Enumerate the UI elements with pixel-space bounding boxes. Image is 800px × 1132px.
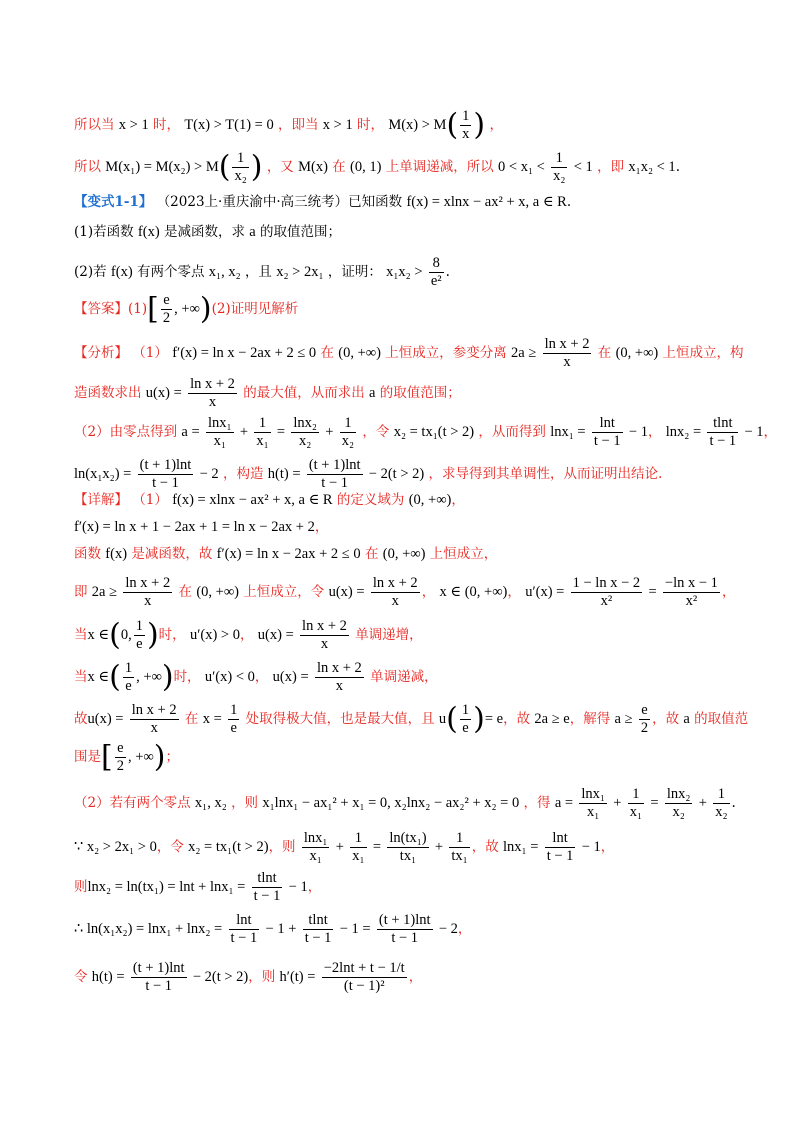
math: T(x) > T(1) = 0 bbox=[184, 117, 274, 133]
math: f′(x) = ln x − 2ax + 2 ≤ 0 bbox=[172, 345, 317, 361]
fraction: $\frac{\text{lnx₂}}{\text{x₂}}$ bbox=[293, 415, 317, 449]
text: 单调递增， bbox=[355, 627, 423, 643]
math: h(t) = bbox=[91, 969, 125, 985]
analysis-tag: 【分析】 bbox=[74, 345, 128, 361]
text: 单调递减， bbox=[370, 669, 438, 685]
math: + bbox=[335, 839, 344, 855]
fraction: $\frac{\text{lnx₁}}{\text{x₁}}$ bbox=[581, 786, 605, 820]
fraction: $\frac{\text{−ln x − 1}}{\text{x²}}$ bbox=[664, 575, 718, 609]
text: ， bbox=[254, 669, 269, 685]
math: (0, +∞) bbox=[615, 345, 659, 361]
fraction: $\frac{\text{ln x + 2}}{x}$ bbox=[372, 575, 418, 609]
fraction: $\frac{\text{lnx₁}}{\text{x₁}}$ bbox=[303, 830, 328, 864]
text: ，故 bbox=[471, 839, 499, 855]
fraction: $\frac{1}{\text{x₁}}$ bbox=[256, 415, 269, 449]
math: lnx₂ = bbox=[665, 424, 702, 440]
text: ， bbox=[600, 839, 615, 855]
fraction: $\frac{1}{e}$ bbox=[230, 702, 238, 736]
fraction: $\frac{1}{e}$ bbox=[461, 702, 470, 736]
math: x₁, x₂ bbox=[208, 264, 241, 280]
math: lnx₁ = bbox=[503, 839, 539, 855]
math: u bbox=[438, 711, 447, 727]
text: ， bbox=[647, 424, 662, 440]
text: 是减函数，故 bbox=[131, 546, 213, 562]
text: 当 bbox=[74, 669, 88, 685]
math: − 1 bbox=[744, 424, 764, 440]
math: a = bbox=[554, 795, 574, 811]
text-line-18: 围是[ $\frac{e}{2}$ , +∞)； bbox=[74, 739, 179, 775]
text-line-7 bbox=[74, 336, 760, 371]
text-line-12 bbox=[74, 517, 760, 537]
text: ， bbox=[408, 969, 423, 985]
text: 函数 bbox=[74, 546, 101, 562]
text: 则 bbox=[74, 879, 88, 895]
text: 的取值范 bbox=[694, 711, 749, 727]
text: ， bbox=[721, 584, 736, 600]
math: + bbox=[434, 839, 444, 855]
math: f(x) = xlnx − ax² + x, a ∈ R bbox=[406, 194, 567, 210]
text: 故 bbox=[74, 711, 88, 727]
text: (2)若 bbox=[74, 264, 107, 280]
fraction: $\frac{\text{ln x + 2}}{x}$ bbox=[302, 618, 347, 652]
fraction: $\frac{1}{\text{x₁}}$ bbox=[629, 786, 643, 820]
text: （1） bbox=[132, 345, 168, 361]
text: ，即 bbox=[597, 159, 625, 175]
text: 上恒成立，构 bbox=[662, 345, 744, 361]
text: ，故 bbox=[503, 711, 531, 727]
fraction: $\frac{\text{ln x + 2}}{x}$ bbox=[125, 575, 171, 609]
math: − 1 bbox=[628, 424, 648, 440]
text: （2023上·重庆渝中·高三统考）已知函数 bbox=[156, 194, 403, 210]
text: （2）由零点得到 bbox=[74, 424, 178, 440]
text: 处取得极大值，也是最大值，且 bbox=[245, 711, 435, 727]
math: = bbox=[276, 424, 286, 440]
text-line-8 bbox=[74, 376, 760, 411]
math: f(x) bbox=[137, 224, 160, 240]
text: ； bbox=[165, 749, 179, 765]
math: a ≥ bbox=[614, 711, 633, 727]
math: + bbox=[239, 424, 249, 440]
math: u(x) = bbox=[272, 669, 309, 685]
math: 0 < x₁ < bbox=[498, 159, 545, 175]
text-line-14 bbox=[74, 575, 760, 610]
math: u(x) = bbox=[328, 584, 365, 600]
text: ，则 bbox=[231, 795, 259, 811]
variant-tag: 【变式1-1】 bbox=[74, 194, 153, 210]
fraction: $\frac{\text{ln(tx₁)}}{\text{tx₁}}$ bbox=[389, 830, 427, 864]
text: 上恒成立，参变分离 bbox=[385, 345, 507, 361]
math: − 1 bbox=[288, 879, 308, 895]
math: + bbox=[325, 424, 334, 440]
fraction: $\frac{1}{e}$ bbox=[135, 618, 143, 652]
fraction: $\frac{\text{lnx₁}}{\text{x₁}}$ bbox=[207, 415, 232, 449]
fraction: $\frac{\text{ln x + 2}}{x}$ bbox=[190, 376, 235, 410]
text-line-16: 当x ∈( $\frac{1}{e}$ , +∞)时， u′(x) < 0， u(x) = $\frac{\text{ln x + 2}}{x}$ 单调递减， bbox=[74, 659, 438, 695]
math: − 1 + bbox=[265, 921, 297, 937]
math: x ∈ bbox=[87, 627, 110, 643]
math: 2a ≥ bbox=[91, 584, 118, 600]
text: ， bbox=[314, 519, 329, 535]
math: − 2(t > 2) bbox=[368, 466, 425, 482]
math: u(x) = bbox=[145, 385, 182, 401]
fraction: $\frac{1}{\text{x₁}}$ bbox=[352, 830, 365, 864]
math: lnx₂ = ln(tx₁) = lnt + lnx₁ = bbox=[87, 879, 246, 895]
text: 时， bbox=[158, 627, 186, 643]
fraction: $\frac{\ln t}{t - 1}$ bbox=[593, 415, 621, 449]
math: a bbox=[683, 711, 690, 727]
text-line-3 bbox=[74, 192, 760, 212]
fraction: $\frac{(t + 1)\ln t}{t - 1}$ bbox=[378, 912, 431, 946]
text-line-23 bbox=[74, 960, 760, 995]
text-line-10 bbox=[74, 457, 760, 492]
text: (1)若函数 bbox=[74, 224, 134, 240]
math: x₁x₂ < 1 bbox=[628, 159, 676, 175]
text: (1) bbox=[128, 301, 148, 317]
math: (0, +∞) bbox=[382, 546, 426, 562]
text: . bbox=[566, 194, 572, 210]
text: 所以当 bbox=[74, 117, 115, 133]
math: (0, +∞) bbox=[196, 584, 239, 600]
text-line-5 bbox=[74, 255, 760, 290]
text: 的最大值，从而求出 bbox=[243, 385, 365, 401]
text-line-4 bbox=[74, 222, 760, 242]
math: , +∞ bbox=[136, 669, 162, 685]
math: = e bbox=[484, 711, 504, 727]
text-line-20 bbox=[74, 830, 760, 865]
math: a = bbox=[181, 424, 200, 440]
math: x₂ = tx₁(t > 2) bbox=[393, 424, 475, 440]
fraction: $\frac{-2\ln t + t - 1/t}{\text{(t − 1)²}}$ bbox=[323, 960, 405, 994]
math: ∵ x₂ > 2x₁ > 0 bbox=[74, 839, 157, 855]
text: 造函数求出 bbox=[74, 385, 142, 401]
text: . bbox=[445, 264, 450, 280]
text: ，故 bbox=[652, 711, 680, 727]
fraction: $\frac{\text{lnx₂}}{\text{x₂}}$ bbox=[666, 786, 691, 820]
text: ，且 bbox=[244, 264, 272, 280]
fraction: $\frac{\text{1 − ln x − 2}}{\text{x²}}$ bbox=[572, 575, 641, 609]
fraction: $\frac{tlnt}{t - 1}$ bbox=[304, 912, 332, 946]
text: 上单调递减，所以 bbox=[385, 159, 494, 175]
fraction: $\frac{1}{\text{x₂}}$ bbox=[715, 786, 728, 820]
text: ， bbox=[457, 921, 472, 937]
text: （1） bbox=[132, 492, 168, 508]
text-line-15: 当x ∈(0, $\frac{1}{e}$ )时， u′(x) > 0， u(x) = $\frac{\text{ln x + 2}}{x}$ 单调递增， bbox=[74, 617, 423, 653]
math: M(x) > M bbox=[388, 117, 447, 133]
math: − 2(t > 2) bbox=[192, 969, 249, 985]
math: M(x) bbox=[298, 159, 328, 175]
math: = bbox=[372, 839, 382, 855]
math: M(x₁) = M(x₂) > M bbox=[105, 159, 219, 175]
text: 在 bbox=[364, 546, 379, 562]
math: u′(x) > 0 bbox=[189, 627, 240, 643]
math: − 1 bbox=[581, 839, 601, 855]
math: f(x) bbox=[105, 546, 128, 562]
math: x₂ = tx₁(t > 2) bbox=[188, 839, 269, 855]
text: ，求导得到其单调性，从而证明出结论. bbox=[428, 466, 663, 482]
text: ，则 bbox=[248, 969, 276, 985]
text-line-19 bbox=[74, 786, 760, 821]
text: 围是 bbox=[74, 749, 101, 765]
math: ln(x₁x₂) = bbox=[74, 466, 132, 482]
math: x₁lnx₁ − ax₁² + x₁ = 0, x₂lnx₂ − ax₂² + x₂ = 0 bbox=[262, 795, 520, 811]
answer-tag: 【答案】 bbox=[74, 301, 128, 317]
text-line-21 bbox=[74, 870, 760, 905]
math: u′(x) = bbox=[525, 584, 565, 600]
text: ，又 bbox=[266, 159, 294, 175]
math: − 2 bbox=[199, 466, 219, 482]
text: （2）若有两个零点 bbox=[74, 795, 191, 811]
math: h′(t) = bbox=[279, 969, 316, 985]
fraction: $\frac{e}{2}$ bbox=[116, 740, 124, 774]
text: 时， bbox=[153, 117, 181, 133]
text: ， bbox=[421, 584, 436, 600]
fraction: $\frac{\text{ln x + 2}}{x}$ bbox=[544, 336, 590, 370]
math: < 1 bbox=[573, 159, 593, 175]
text: ， bbox=[451, 492, 465, 508]
text: 上恒成立， bbox=[429, 546, 498, 562]
text-line-1: 所以当 x > 1 时， T(x) > T(1) = 0 ，即当 x > 1 时， M(x) > M( $\frac{1}{x}$ ) ， bbox=[74, 107, 503, 143]
text: 所以 bbox=[74, 159, 101, 175]
text: 的取值范围； bbox=[260, 224, 341, 240]
text: ， bbox=[763, 424, 778, 440]
math: 0, bbox=[120, 627, 132, 643]
math: ∴ ln(x₁x₂) = lnx₁ + lnx₂ = bbox=[74, 921, 223, 937]
math: x = bbox=[202, 711, 222, 727]
math: + bbox=[698, 795, 707, 811]
text-line-22 bbox=[74, 912, 760, 947]
fraction: $\frac{tlnt}{t - 1}$ bbox=[253, 870, 281, 904]
text: ， bbox=[239, 627, 254, 643]
text: ，令 bbox=[362, 424, 390, 440]
text-line-13 bbox=[74, 544, 760, 564]
math: − 1 = bbox=[339, 921, 371, 937]
math: x ∈ (0, +∞) bbox=[439, 584, 508, 600]
text: ，构造 bbox=[222, 466, 264, 482]
text: 当 bbox=[74, 627, 88, 643]
fraction: $\frac{\text{ln x + 2}}{x}$ bbox=[131, 702, 177, 736]
text: 时， bbox=[357, 117, 385, 133]
fraction: $\frac{(t + 1)\ln t}{t - 1}$ bbox=[308, 457, 361, 491]
text-line-6: 【答案】(1)[ $\frac{e}{2}$ , +∞)(2)证明见解析 bbox=[74, 291, 299, 327]
math: (0, +∞) bbox=[338, 345, 381, 361]
math: f(x) = xlnx − ax² + x, a ∈ R bbox=[172, 492, 333, 508]
math: f(x) bbox=[110, 264, 133, 280]
math: = bbox=[650, 795, 659, 811]
math: = bbox=[648, 584, 657, 600]
text: 的取值范围； bbox=[379, 385, 461, 401]
fraction: $\frac{1}{\text{x₂}}$ bbox=[553, 150, 566, 184]
text: . bbox=[675, 159, 680, 175]
fraction: $\frac{\ln t}{t - 1}$ bbox=[230, 912, 258, 946]
fraction: $\frac{\text{ln x + 2}}{x}$ bbox=[316, 660, 362, 694]
text: 在 bbox=[332, 159, 346, 175]
text: ，即当 bbox=[278, 117, 319, 133]
math: (0, 1) bbox=[350, 159, 382, 175]
math: 2a ≥ bbox=[511, 345, 537, 361]
text: 在 bbox=[178, 584, 193, 600]
fraction: $\frac{\ln t}{t - 1}$ bbox=[546, 830, 574, 864]
fraction: $\frac{(t + 1)\ln t}{t - 1}$ bbox=[139, 457, 192, 491]
fraction: $\frac{(t + 1)\ln t}{t - 1}$ bbox=[132, 960, 185, 994]
math: x₁x₂ > bbox=[386, 264, 423, 280]
math: , +∞ bbox=[127, 749, 154, 765]
text: ，则 bbox=[268, 839, 296, 855]
math: x₂ > 2x₁ bbox=[276, 264, 324, 280]
fraction: $\frac{e}{2}$ bbox=[640, 702, 649, 736]
text: 有两个零点 bbox=[136, 264, 205, 280]
math: u(x) = bbox=[257, 627, 294, 643]
detail-tag: 【详解】 bbox=[74, 492, 128, 508]
math: (0, +∞) bbox=[408, 492, 452, 508]
math: + bbox=[613, 795, 622, 811]
text: ， bbox=[307, 879, 322, 895]
fraction: $\frac{e}{2}$ bbox=[162, 292, 171, 326]
text: ，从而得到 bbox=[478, 424, 546, 440]
fraction: $\frac{1}{\text{x₂}}$ bbox=[341, 415, 355, 449]
math: u′(x) < 0 bbox=[204, 669, 255, 685]
text: ，解得 bbox=[569, 711, 611, 727]
text: . bbox=[731, 795, 736, 811]
math: x₁, x₂ bbox=[194, 795, 227, 811]
fraction: $\frac{1}{e}$ bbox=[124, 660, 133, 694]
fraction: $\frac{8}{\text{e²}}$ bbox=[430, 255, 442, 289]
text: 令 bbox=[74, 969, 88, 985]
math: lnx₁ = bbox=[550, 424, 586, 440]
math: f′(x) = ln x + 1 − 2ax + 1 = ln x − 2ax + 2 bbox=[74, 519, 315, 535]
text: ， bbox=[507, 584, 521, 600]
math: u(x) = bbox=[87, 711, 124, 727]
text: 在 bbox=[597, 345, 612, 361]
text-line-9 bbox=[74, 415, 778, 450]
fraction: $\frac{tlnt}{t - 1}$ bbox=[709, 415, 737, 449]
math: − 2 bbox=[438, 921, 458, 937]
math: a bbox=[369, 385, 376, 401]
math: x > 1 bbox=[118, 117, 149, 133]
fraction: $\frac{1}{x}$ bbox=[462, 108, 470, 142]
fraction: $\frac{1}{\text{x₂}}$ bbox=[234, 150, 247, 184]
math: f′(x) = ln x − 2ax + 2 ≤ 0 bbox=[216, 546, 361, 562]
text-line-2: 所以 M(x₁) = M(x₂) > M( $\frac{1}{\text{x₂}}$ ) ，又 M(x) 在 (0, 1) 上单调递减，所以 0 < x₁ < $\frac{1}{\text{x₂}}$ < 1 ，即 x₁x₂ < 1. bbox=[74, 149, 680, 185]
math: h(t) = bbox=[267, 466, 301, 482]
text: ，得 bbox=[523, 795, 551, 811]
math: 2a ≥ e bbox=[534, 711, 570, 727]
fraction: $\frac{1}{\text{tx₁}}$ bbox=[451, 830, 468, 864]
math: x ∈ bbox=[87, 669, 110, 685]
text: ， bbox=[489, 117, 503, 133]
text: 在 bbox=[320, 345, 334, 361]
math: x > 1 bbox=[322, 117, 353, 133]
text-line-11 bbox=[74, 490, 760, 510]
math: a bbox=[249, 224, 256, 240]
math: , +∞ bbox=[174, 301, 200, 317]
text: ，令 bbox=[156, 839, 184, 855]
text: 即 bbox=[74, 584, 88, 600]
text-line-17: 故u(x) = $\frac{\text{ln x + 2}}{x}$ 在 x = $\frac{1}{e}$ 处取得极大值，也是最大值，且 u( $\frac{1}{e}$ )= e，故 2a ≥ e，解得 a ≥ $\frac{e}{2}$ ，故 a 的取值范 bbox=[74, 701, 749, 737]
text: 时， bbox=[173, 669, 201, 685]
text: 在 bbox=[184, 711, 199, 727]
text: (2)证明见解析 bbox=[211, 301, 299, 317]
text: 的定义域为 bbox=[336, 492, 405, 508]
text: 上恒成立，令 bbox=[243, 584, 325, 600]
text: ，证明： bbox=[327, 264, 382, 280]
text: 是减函数，求 bbox=[163, 224, 245, 240]
